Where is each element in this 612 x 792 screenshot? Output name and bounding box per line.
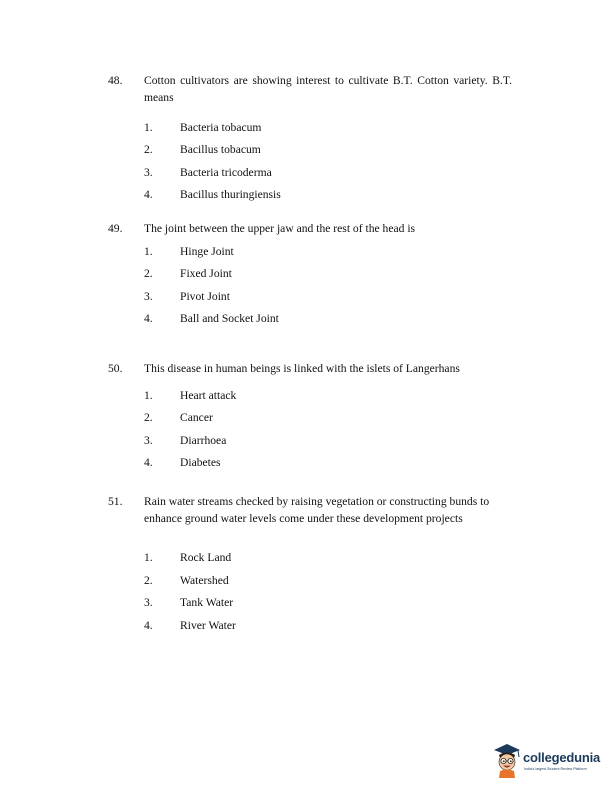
question-text: Rain water streams checked by raising vegetation or constructing bunds to enhance ground water levels come under these development projects xyxy=(144,495,490,525)
option-number: 4. xyxy=(144,312,153,325)
option-number: 1. xyxy=(144,121,153,134)
option-text: River Water xyxy=(180,619,236,632)
option-number: 2. xyxy=(144,143,153,156)
option-text: Pivot Joint xyxy=(180,290,230,303)
option-text: Bacillus thuringiensis xyxy=(180,188,281,201)
option-text: Bacillus tobacum xyxy=(180,143,261,156)
option-number: 4. xyxy=(144,456,153,469)
option-number: 3. xyxy=(144,596,153,609)
option-number: 3. xyxy=(144,290,153,303)
option-number: 1. xyxy=(144,389,153,402)
option-number: 1. xyxy=(144,245,153,258)
option-text: Rock Land xyxy=(180,551,232,564)
option-text: Diarrhoea xyxy=(180,434,227,447)
option-number: 2. xyxy=(144,574,153,587)
option-text: Fixed Joint xyxy=(180,267,232,280)
question-number: 49. xyxy=(108,222,123,235)
option-number: 2. xyxy=(144,267,153,280)
option-text: Ball and Socket Joint xyxy=(180,312,279,325)
logo-tagline: India's largest Student Review Platform xyxy=(524,767,587,771)
option-number: 2. xyxy=(144,411,153,424)
logo-wordmark: collegedunia xyxy=(523,750,601,765)
student-mascot-icon xyxy=(492,742,522,778)
option-text: Watershed xyxy=(180,574,229,587)
option-number: 4. xyxy=(144,188,153,201)
question-text: This disease in human beings is linked with the islets of Langerhans xyxy=(144,362,460,375)
collegedunia-logo xyxy=(492,742,610,782)
option-text: Bacteria tricoderma xyxy=(180,166,272,179)
option-text: Hinge Joint xyxy=(180,245,234,258)
option-text: Heart attack xyxy=(180,389,237,402)
option-number: 1. xyxy=(144,551,153,564)
option-text: Bacteria tobacum xyxy=(180,121,262,134)
question-number: 50. xyxy=(108,362,123,375)
question-number: 48. xyxy=(108,74,123,87)
option-text: Cancer xyxy=(180,411,213,424)
question-text: Cotton cultivators are showing interest to cultivate B.T. Cotton variety. B.T. means xyxy=(144,74,512,104)
option-text: Tank Water xyxy=(180,596,234,609)
option-number: 4. xyxy=(144,619,153,632)
question-text: The joint between the upper jaw and the rest of the head is xyxy=(144,222,416,235)
question-number: 51. xyxy=(108,495,123,508)
option-number: 3. xyxy=(144,166,153,179)
option-text: Diabetes xyxy=(180,456,221,469)
option-number: 3. xyxy=(144,434,153,447)
